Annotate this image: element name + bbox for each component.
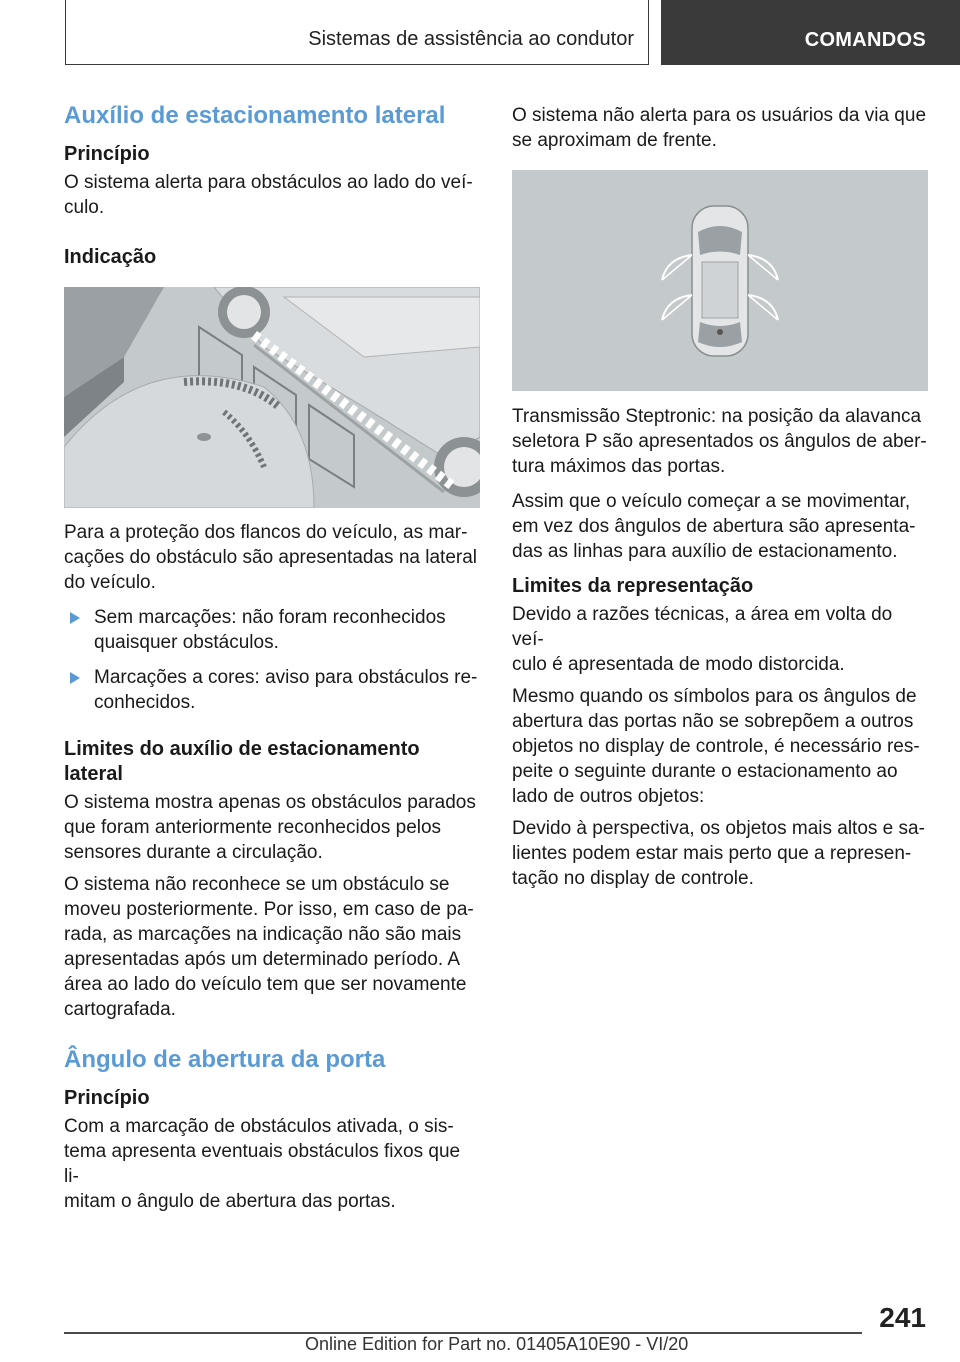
paragraph-representation-1: Devido a razões técnicas, a área em volta do veí- culo é apresentada de modo distorcida.: [512, 604, 893, 675]
footer-edition: Online Edition for Part no. 01405A10E90 - VI/20: [305, 1334, 689, 1354]
section-heading-side-parking: Auxílio de estacionamento lateral: [64, 102, 446, 129]
running-header: [65, 0, 649, 65]
triangle-bullet-icon: [70, 612, 80, 624]
paragraph-moving: Assim que o veículo começar a se movimentar, em vez dos ângulos de abertura são apresenta- das as linhas para auxílio de estacionamento.: [512, 491, 916, 562]
paragraph-steptronic: Transmissão Steptronic: na posição da alavanca seletora P são apresentados os ângulos de aber- tura máximos das portas.: [512, 406, 927, 477]
paragraph-representation-2: Mesmo quando os símbolos para os ângulos de abertura das portas não se sobrepõem a outros objetos no display de controle, é necessário res- peite o seguinte durante o estacionamento ao lado de outros objetos:: [512, 686, 920, 807]
door-angle-illustration: [512, 170, 928, 391]
right-column: [512, 103, 928, 891]
subheading-door-principle: Princípio: [64, 1087, 150, 1109]
section-title: Sistemas de assistência ao condutor: [308, 28, 634, 50]
paragraph-principle: O sistema alerta para obstáculos ao lado do veí- culo.: [64, 172, 473, 218]
chapter-title: COMANDOS: [804, 29, 926, 51]
triangle-bullet-icon: [70, 672, 80, 684]
paragraph-indication: Para a proteção dos flancos do veículo, as mar- cações do obstáculo são apresentadas na lateral do veículo.: [64, 522, 477, 593]
page-number: 241: [879, 1302, 926, 1333]
side-parking-illustration: [64, 287, 480, 508]
paragraph-limits-1: O sistema mostra apenas os obstáculos parados que foram anteriormente reconhecidos pelos sensores durante a circulação.: [64, 792, 476, 863]
section-heading-door-angle: Ângulo de abertura da porta: [64, 1046, 386, 1073]
paragraph-representation-3: Devido à perspectiva, os objetos mais altos e sa- lientes podem estar mais perto que a represen- tação no display de controle.: [512, 818, 925, 889]
paragraph-oncoming: O sistema não alerta para os usuários da via que se aproximam de frente.: [512, 105, 927, 151]
side-parking-graphic: [64, 287, 480, 508]
subheading-limits-representation: Limites da representação: [512, 575, 754, 597]
paragraph-limits-2: O sistema não reconhece se um obstáculo se moveu posteriormente. Por isso, em caso de pa- rada, as marcações na indicação não são mais apresentadas após um determinado período. A área ao lado do veículo tem que ser novamente cartografada.: [64, 874, 474, 1020]
door-angle-graphic: [512, 170, 928, 391]
subheading-limits-side-parking: Limites do auxílio de estacionamento lateral: [64, 738, 420, 785]
subheading-principle: Princípio: [64, 143, 150, 165]
subheading-indication: Indicação: [64, 246, 157, 268]
list-item: Marcações a cores: aviso para obstáculos re- conhecidos.: [64, 665, 480, 715]
bullet-list-markings: [64, 605, 480, 715]
list-item: Sem marcações: não foram reconhecidos quaisquer obstáculos.: [64, 605, 480, 655]
paragraph-door-principle: Com a marcação de obstáculos ativada, o sis- tema apresenta eventuais obstáculos fixos que li- mitam o ângulo de abertura das portas.: [64, 1116, 461, 1212]
left-column: [64, 100, 480, 1214]
chapter-tab: [661, 0, 960, 65]
